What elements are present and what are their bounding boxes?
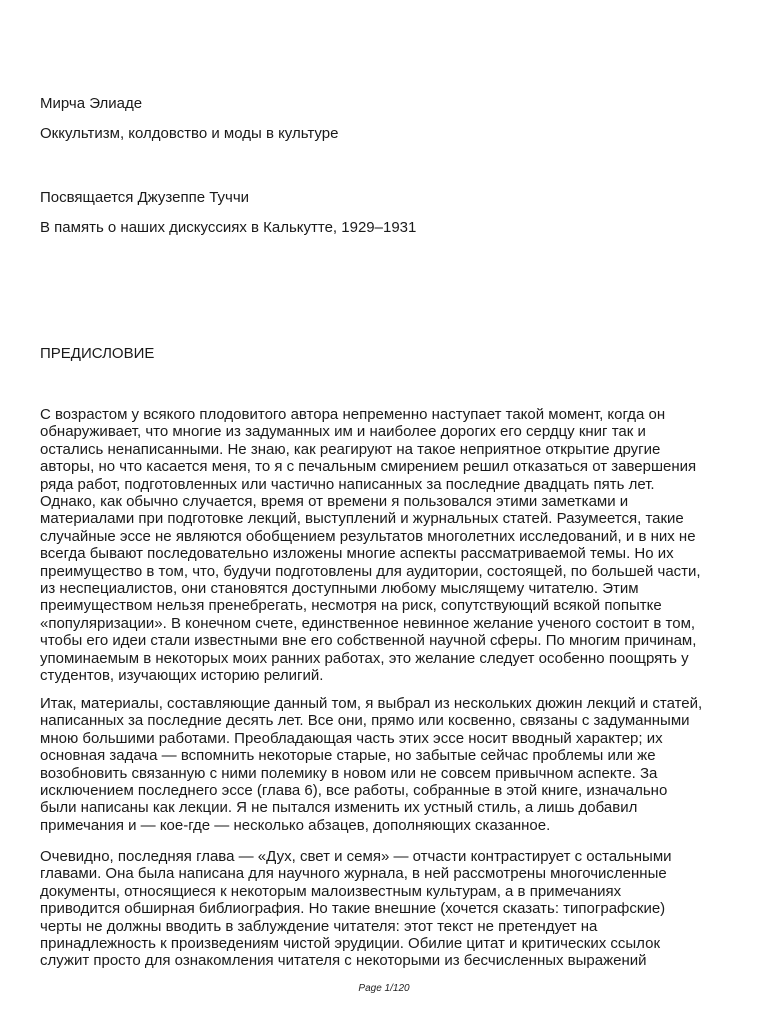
paragraph-line: исключением последнего эссе (глава 6), все работы, собранные в этой книге, изначально bbox=[40, 782, 668, 800]
page-number: Page 1/120 bbox=[358, 983, 410, 994]
paragraph-line: Итак, материалы, составляющие данный том, я выбрал из нескольких дюжин лекций и статей, bbox=[40, 695, 703, 712]
paragraph-line: документы, относящиеся к некоторым малоизвестным культурам, а в примечаниях bbox=[40, 882, 622, 900]
book-title: Оккультизм, колдовство и моды в культуре bbox=[40, 125, 339, 142]
paragraph-line: мною большими работами. Преобладающая часть этих эссе носит вводный характер; их bbox=[40, 729, 663, 747]
paragraph-line: студентов, изучающих историю религий. bbox=[40, 667, 324, 685]
paragraph-line: принадлежность к произведениям чистой эрудиции. Обилие цитат и критических ссылок bbox=[40, 935, 661, 953]
paragraph-line: С возрастом у всякого плодовитого автора непременно наступает такой момент, когда он bbox=[40, 406, 666, 423]
paragraph-line: из неспециалистов, они становятся доступными любому мыслящему читателю. Этим bbox=[40, 580, 639, 598]
paragraph-line: Очевидно, последняя глава — «Дух, свет и семя» — отчасти контрастирует с остальными bbox=[40, 848, 672, 865]
paragraph-line: материалами при подготовке лекций, выступлений и журнальных статей. Разумеется, такие bbox=[40, 510, 684, 528]
author-name: Мирча Элиаде bbox=[40, 95, 143, 112]
paragraph-line: служит просто для ознакомления читателя с некоторыми из бесчисленных выражений bbox=[40, 952, 647, 970]
paragraph-line: авторы, но что касается меня, то я с печальным смирением решил отказаться от завершения bbox=[40, 458, 697, 476]
paragraph-line: ряда работ, подготовленных или частично написанных за последние двадцать пять лет. bbox=[40, 475, 655, 493]
paragraph-line: приводится обширная библиография. Но такие внешние (хочется сказать: типографские) bbox=[40, 900, 666, 918]
section-heading: ПРЕДИСЛОВИЕ bbox=[40, 345, 155, 362]
paragraph-line: чтобы его идеи стали известными вне его собственной научной сферы. По многим причинам, bbox=[40, 632, 697, 650]
paragraph-line: Однако, как обычно случается, время от времени я пользовался этими заметками и bbox=[40, 493, 629, 511]
paragraph-line: «популяризации». В конечном счете, единственное невинное желание ученого состоит в том, bbox=[40, 614, 696, 632]
memory-line: В память о наших дискуссиях в Калькутте, 1929–1931 bbox=[40, 219, 417, 236]
paragraph-line: главами. Она была написана для научного журнала, в ней рассмотрены многочисленные bbox=[40, 865, 667, 883]
paragraph-line: основная задача — вспомнить некоторые старые, но забытые сейчас проблемы или же bbox=[40, 747, 656, 765]
paragraph-line: примечания и — кое-где — несколько абзацев, дополняющих сказанное. bbox=[40, 816, 551, 834]
paragraph-line: случайные эссе не являются обобщением результатов многолетних исследований, и в них не bbox=[40, 527, 696, 545]
paragraph-line: всегда бывают последовательно изложены многие аспекты рассматриваемой темы. Но их bbox=[40, 545, 674, 563]
paragraph-line: преимуществом нельзя пренебрегать, несмотря на риск, сопутствующий всякой попытке bbox=[40, 597, 662, 615]
dedication: Посвящается Джузеппе Туччи bbox=[40, 189, 250, 206]
paragraph-line: остались ненаписанными. Не знаю, как реагируют на такое неприятное открытие другие bbox=[40, 440, 661, 458]
paragraph bbox=[40, 695, 730, 834]
paragraph-line: преимущество в том, что, будучи подготовлены для аудитории, состоящей, по большей части, bbox=[40, 562, 701, 580]
paragraph-line: возобновить связанную с ними полемику в новом или не совсем привычном аспекте. За bbox=[40, 764, 658, 782]
paragraph-line: написанных за последние десять лет. Все они, прямо или косвенно, связаны с задуманными bbox=[40, 712, 690, 730]
paragraph-line: упоминаемым в некоторых моих ранних работах, это желание следует особенно поощрять у bbox=[40, 649, 689, 667]
paragraph bbox=[40, 406, 730, 685]
paragraph bbox=[40, 848, 730, 970]
paragraph-line: были написаны как лекции. Я не пытался изменить их устный стиль, а лишь добавил bbox=[40, 799, 638, 817]
paragraph-line: обнаруживает, что многие из задуманных им и наиболее дорогих его сердцу книг так и bbox=[40, 423, 646, 441]
paragraph-line: черты не должны вводить в заблуждение читателя: этот текст не претендует на bbox=[40, 917, 598, 935]
